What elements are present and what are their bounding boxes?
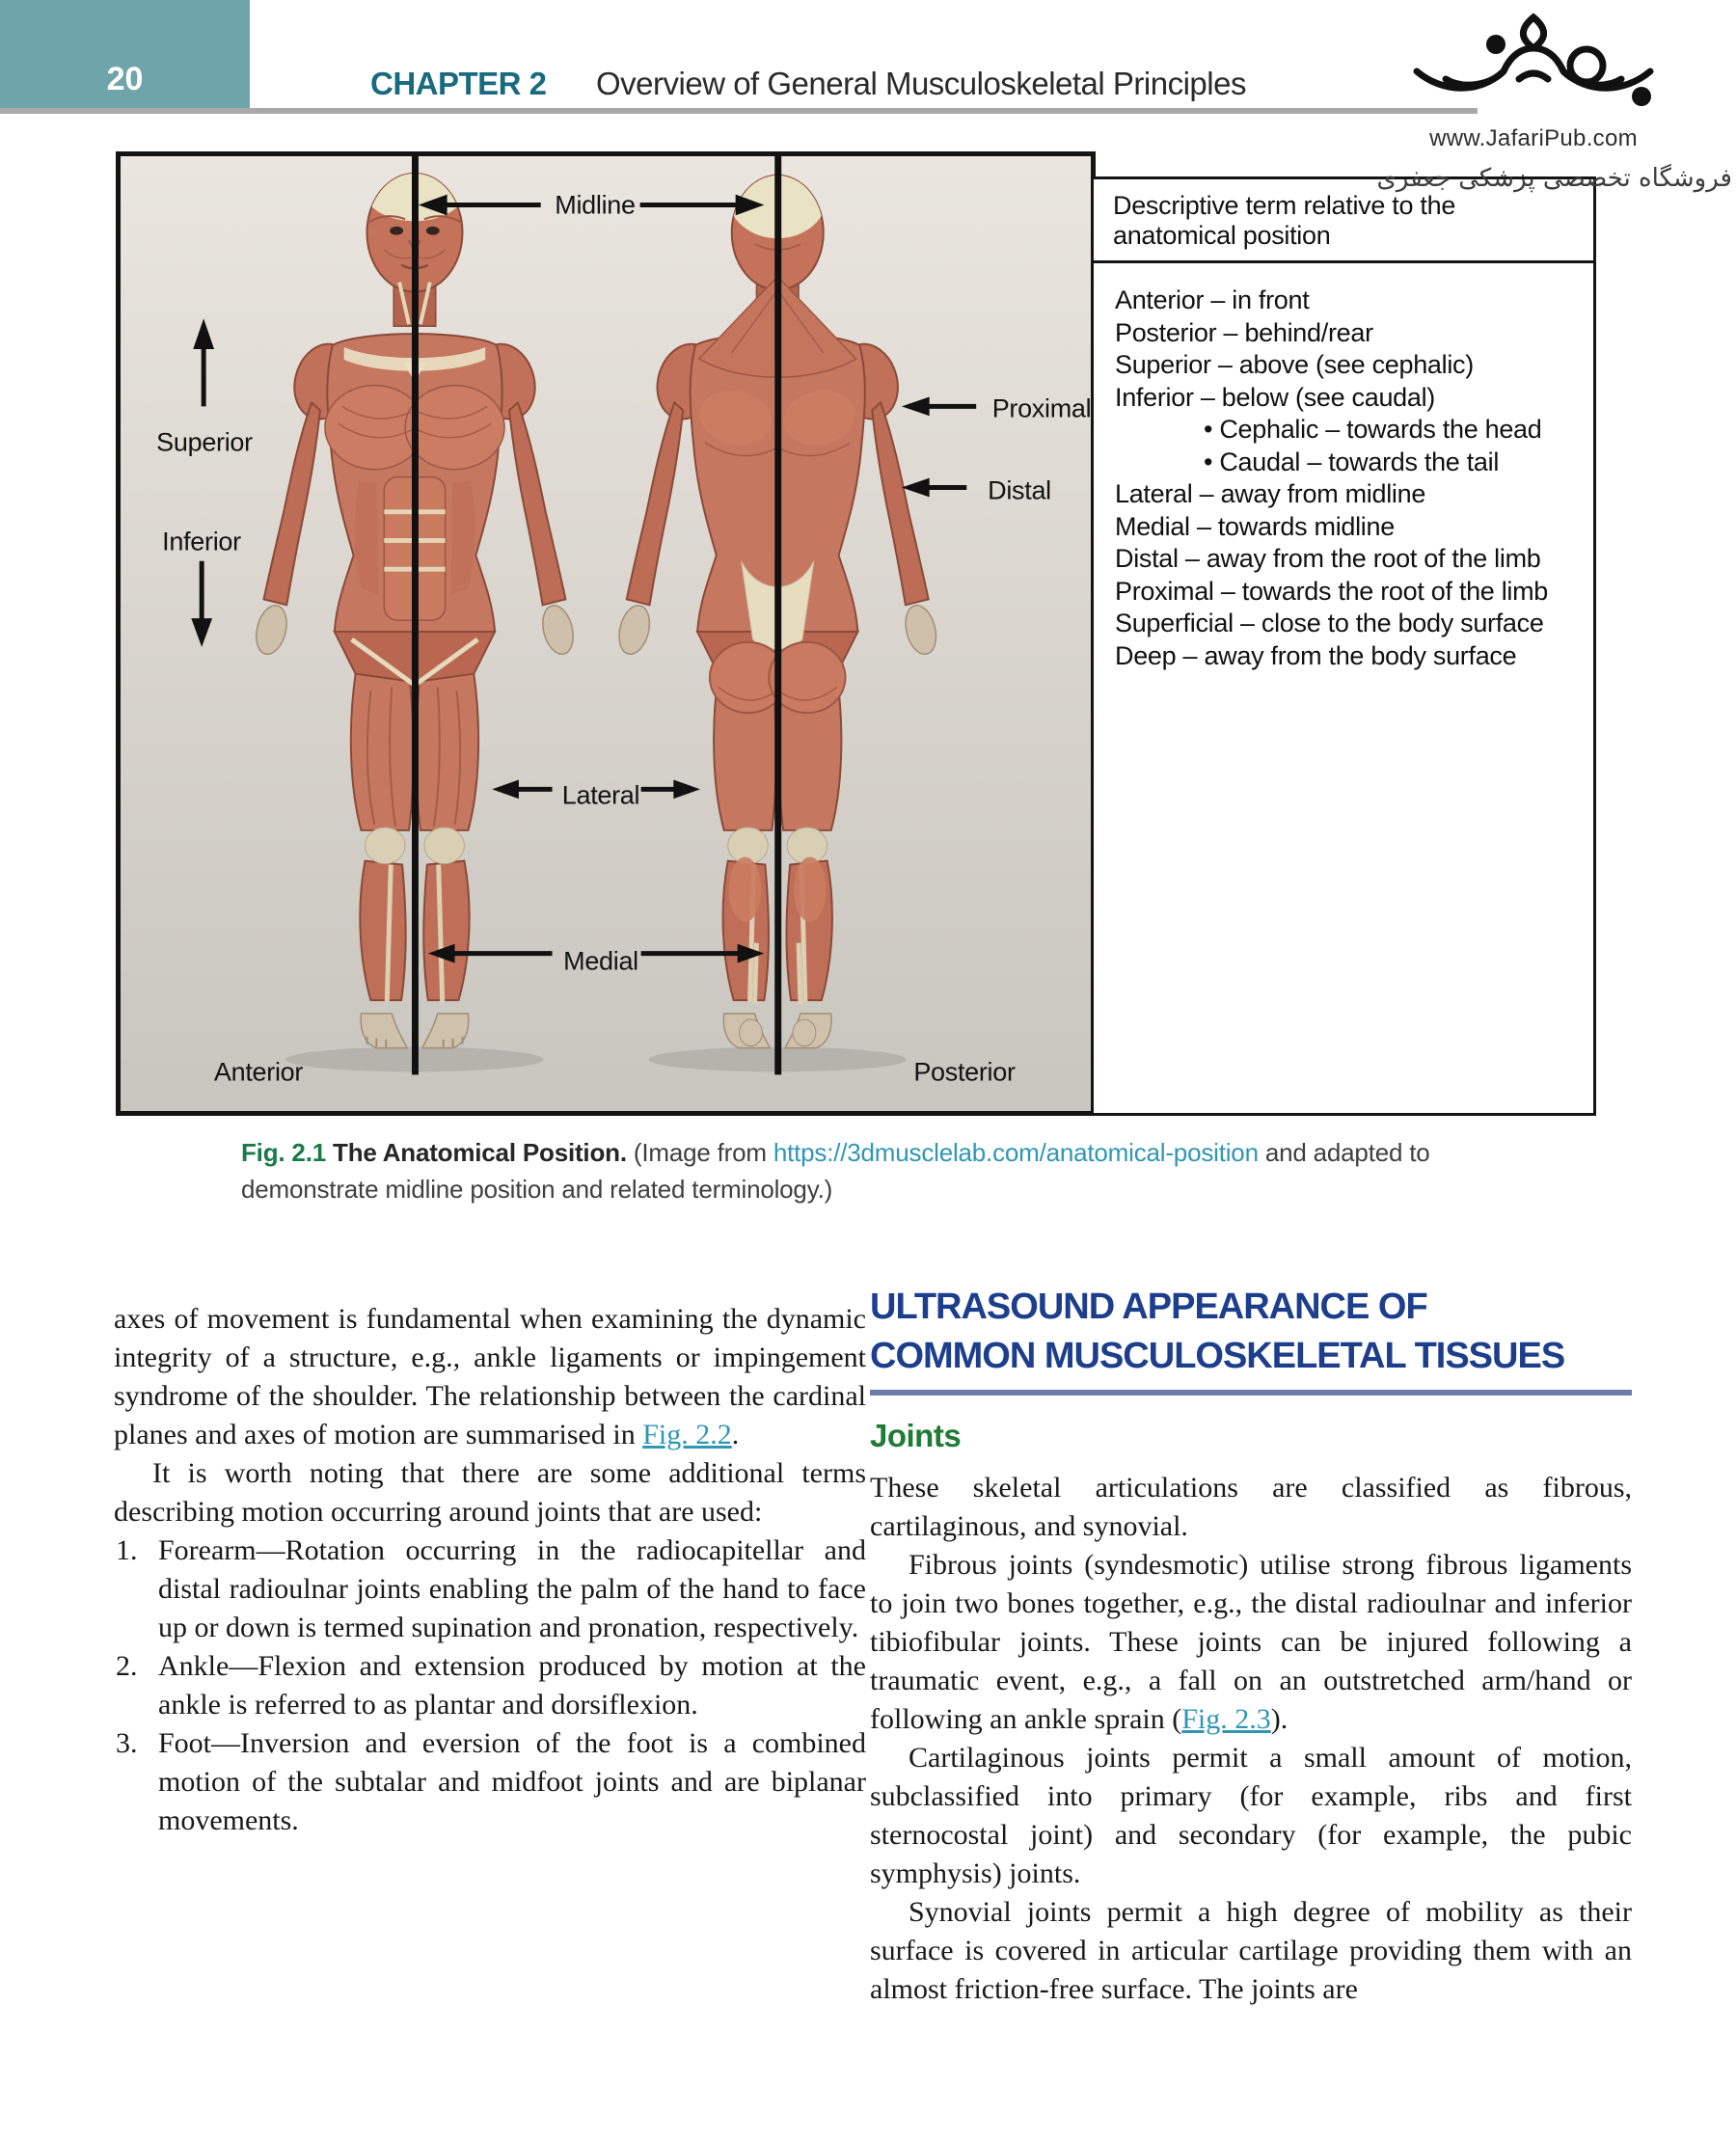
paragraph: Cartilaginous joints permit a small amount of motion, subclassified into primary (for example, ribs and first sternocostal joint) and secondary (for example, the pubic symphysis) joints. xyxy=(870,1742,1632,1889)
term-item: Distal – away from the root of the limb xyxy=(1115,544,1541,573)
list-number: 2. xyxy=(116,1650,138,1682)
publisher-logo-icon xyxy=(1403,12,1664,108)
section-heading-rule xyxy=(870,1390,1632,1396)
label-lateral: Lateral xyxy=(561,780,640,810)
list-number: 1. xyxy=(116,1534,138,1566)
annotation-arrows xyxy=(202,204,976,953)
term-item-bullet: • Caudal – towards the tail xyxy=(1204,447,1500,476)
list-item: 2. Ankle—Flexion and extension produced by motion at the ankle is referred to as plantar and dorsiflexion. xyxy=(114,1647,866,1724)
header-divider xyxy=(0,108,1478,114)
term-item: Inferior – below (see caudal) xyxy=(1115,382,1435,412)
label-distal: Distal xyxy=(988,475,1051,505)
caption-source-link[interactable]: https://3dmusclelab.com/anatomical-position xyxy=(773,1138,1259,1167)
label-proximal: Proximal xyxy=(991,393,1092,423)
paragraph: Synovial joints permit a high degree of mobility as their surface is covered in articular cartilage providing them with an almost friction-free surface. The joints are xyxy=(870,1896,1632,2005)
label-inferior: Inferior xyxy=(162,527,241,556)
label-midline: Midline xyxy=(555,190,636,220)
chapter-title: Overview of General Musculoskeletal Principles xyxy=(596,66,1246,101)
page-number-block xyxy=(0,0,250,108)
publisher-url: www.JafariPub.com xyxy=(1429,125,1638,151)
body-column-left xyxy=(114,1300,866,1840)
page-number: 20 xyxy=(106,61,144,97)
body-column-right xyxy=(870,1283,1632,2009)
midline-back-line xyxy=(774,156,781,1074)
term-item: Posterior – behind/rear xyxy=(1115,317,1373,347)
figure-caption xyxy=(241,1134,1505,1207)
midline-front-line xyxy=(412,156,419,1074)
term-item: Lateral – away from midline xyxy=(1115,479,1426,508)
label-medial: Medial xyxy=(563,946,638,976)
fig-2-3-link[interactable]: Fig. 2.3 xyxy=(1181,1703,1271,1735)
list-number: 3. xyxy=(116,1727,138,1759)
figure-2-1-image xyxy=(116,151,1096,1116)
paragraph: Fibrous joints (syndesmotic) utilise strong fibrous ligaments to join two bones together, e.g., the distal radioulnar and inferior tibiofibular joints. These joints can be injured following a traumatic event, e.g., a fall on an outstretched arm/hand or following an ankle sprain (Fig. 2.3). xyxy=(870,1549,1632,1735)
figure-caption-pre: (Image from xyxy=(633,1138,773,1167)
term-item-bullet: • Cephalic – towards the head xyxy=(1204,415,1542,444)
subsection-heading-joints: Joints xyxy=(870,1418,962,1453)
descriptive-terms-box xyxy=(1091,176,1596,1116)
terms-list xyxy=(1094,263,1593,672)
term-item: Superior – above (see cephalic) xyxy=(1115,350,1474,379)
term-item: Deep – away from the body surface xyxy=(1115,640,1517,670)
list-item: 1. Forearm—Rotation occurring in the radiocapitellar and distal radioulnar joints enabling the palm of the hand to face up or down is termed supination and pronation, respectively. xyxy=(114,1531,866,1647)
paragraph: It is worth noting that there are some additional terms describing motion occurring around joints that are used: xyxy=(114,1457,866,1528)
label-anterior: Anterior xyxy=(213,1057,304,1087)
list-item: 3. Foot—Inversion and eversion of the foot is a combined motion of the subtalar and midfoot joints and are biplanar movements. xyxy=(114,1724,866,1840)
term-item: Proximal – towards the root of the limb xyxy=(1115,576,1549,606)
figure-caption-title: The Anatomical Position. xyxy=(333,1138,627,1167)
term-item: Medial – towards midline xyxy=(1115,511,1395,541)
section-heading: ULTRASOUND APPEARANCE OF COMMON MUSCULOSKELETAL TISSUES xyxy=(870,1287,1565,1376)
figure-caption-post: and adapted to demonstrate midline position and related terminology.) xyxy=(241,1138,1430,1204)
chapter-label: CHAPTER 2 xyxy=(370,66,547,101)
label-posterior: Posterior xyxy=(913,1057,1016,1087)
term-item: Anterior – in front xyxy=(1115,285,1310,314)
terms-box-title: Descriptive term relative to the anatomical position xyxy=(1094,179,1593,263)
term-item: Superficial – close to the body surface xyxy=(1115,609,1544,637)
figure-caption-number: Fig. 2.1 xyxy=(241,1138,326,1167)
paragraph: axes of movement is fundamental when examining the dynamic integrity of a structure, e.g., ankle ligaments or impingement syndrome of the shoulder. The relationship between the cardinal planes and axes of motion are summarised in Fig. 2.2. xyxy=(114,1303,866,1450)
watermark-text: فروشگاه تخصصی پزشکی جعفری xyxy=(1376,164,1732,193)
label-superior: Superior xyxy=(156,427,253,457)
paragraph: These skeletal articulations are classified as fibrous, cartilaginous, and synovial. xyxy=(870,1472,1632,1542)
fig-2-2-link[interactable]: Fig. 2.2 xyxy=(642,1419,732,1450)
